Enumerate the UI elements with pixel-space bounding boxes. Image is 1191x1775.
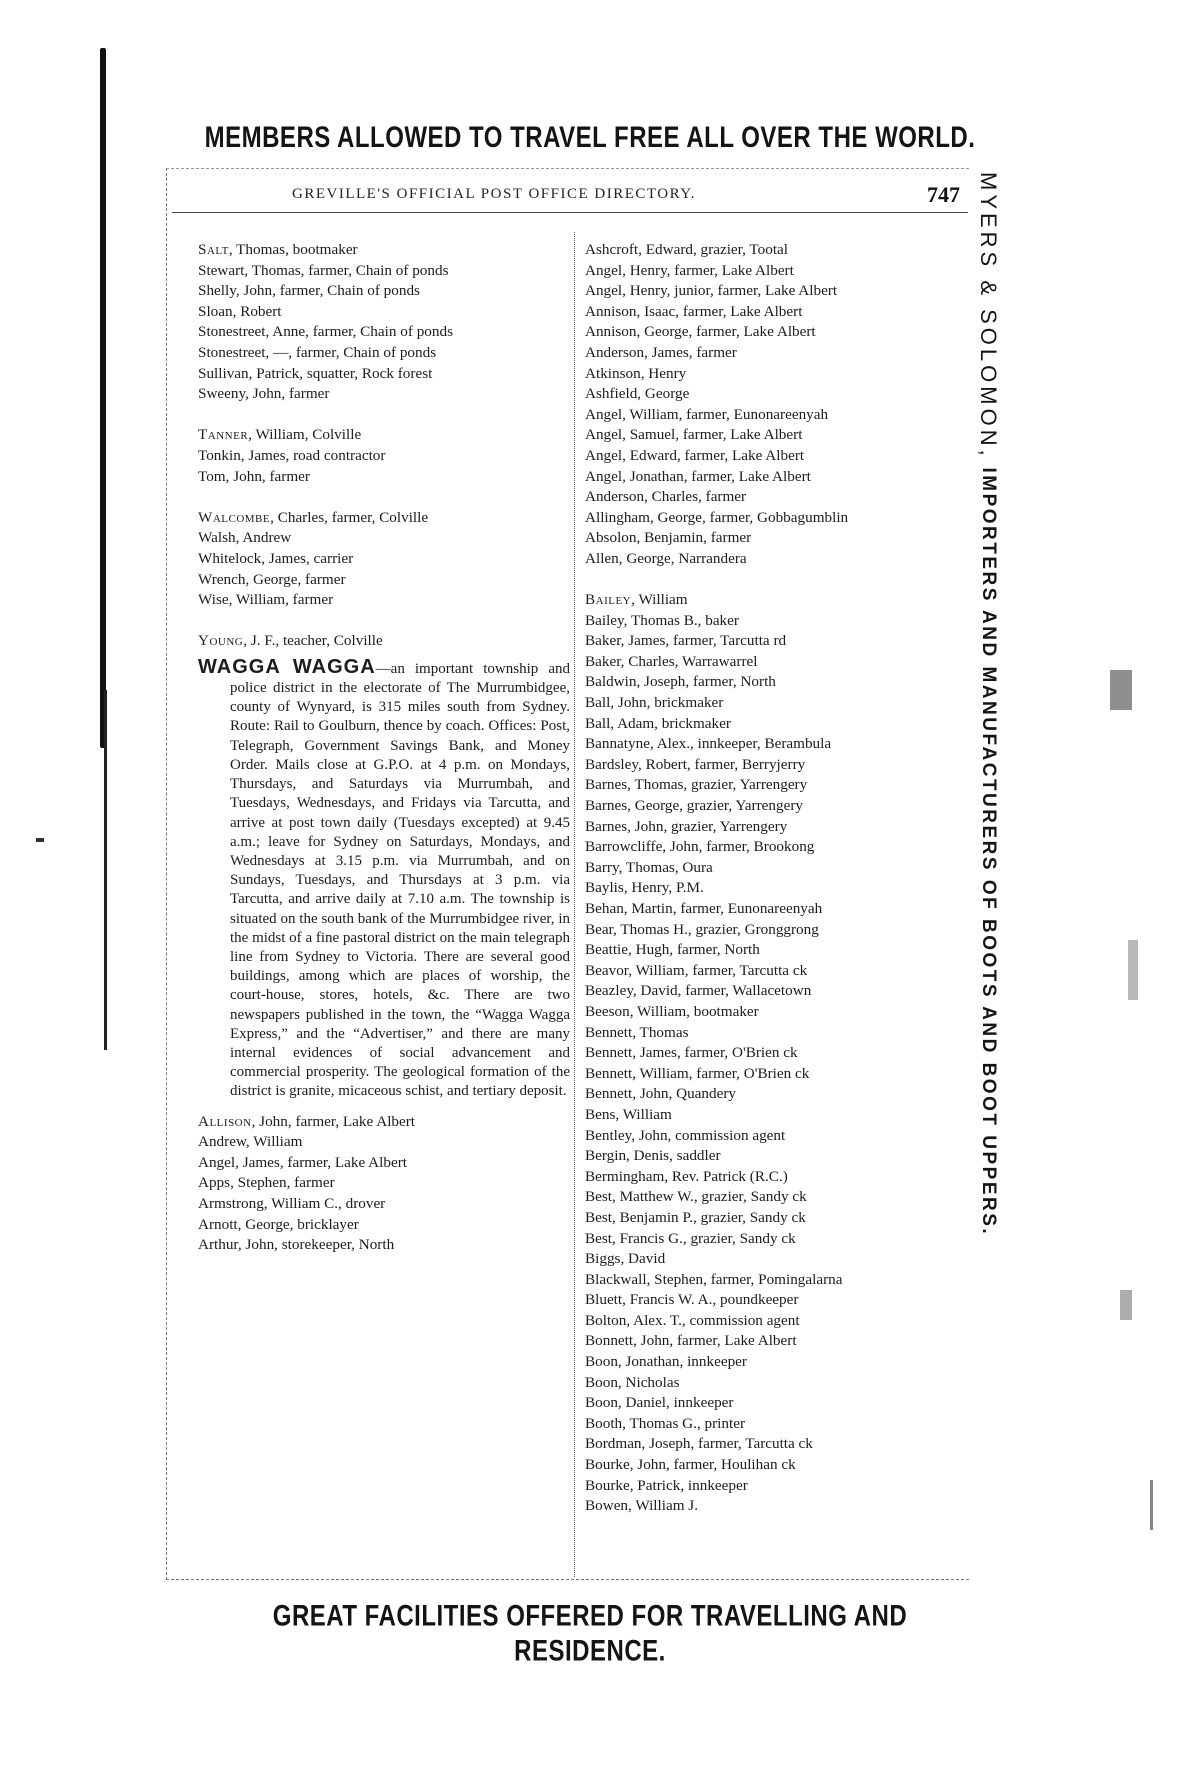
directory-entry (198, 1173, 570, 1194)
entry-text: Behan, Martin, farmer, Eunonareenyah (585, 900, 823, 917)
directory-title: GREVILLE'S OFFICIAL POST OFFICE DIRECTORY. (292, 186, 696, 202)
directory-entry (585, 940, 970, 961)
entry-surname-lead: Walcombe (198, 508, 271, 526)
directory-entry (198, 446, 570, 467)
entry-text: Baker, James, farmer, Tarcutta rd (585, 632, 787, 650)
entry-text: Barry, Thomas, Oura (585, 858, 713, 876)
directory-entry (585, 384, 970, 405)
entry-text: Anderson, Charles, farmer (585, 488, 747, 506)
directory-entry (585, 1146, 970, 1167)
side-advertisement (975, 172, 1001, 1236)
entry-text: Bennett, William, farmer, O'Brien ck (585, 1064, 810, 1082)
entry-text: Ashcroft, Edward, grazier, Tootal (585, 241, 789, 258)
directory-entry (585, 755, 970, 776)
entry-surname-lead: Salt (198, 241, 229, 258)
entry-group (585, 590, 970, 1517)
directory-entry (198, 322, 570, 343)
directory-entry (585, 1434, 970, 1455)
scan-noise (1150, 1480, 1153, 1530)
scan-edge-mark (100, 48, 106, 748)
directory-entry (585, 611, 970, 632)
entry-text: Biggs, David (585, 1250, 666, 1268)
entry-text: Bardsley, Robert, farmer, Berryjerry (585, 755, 806, 773)
entry-text: Allingham, George, farmer, Gobbagumblin (585, 508, 849, 526)
directory-entry (198, 1153, 570, 1174)
directory-entry (585, 672, 970, 693)
directory-entry (585, 1393, 970, 1414)
entry-text: Annison, Isaac, farmer, Lake Albert (585, 302, 803, 320)
directory-entry (198, 343, 570, 364)
entry-text: , J. F., teacher, Colville (243, 632, 383, 650)
directory-entry (198, 240, 570, 261)
entry-text: , William, Colville (248, 426, 362, 444)
entry-text: Bonnett, John, farmer, Lake Albert (585, 1332, 797, 1350)
left-column (198, 240, 570, 1256)
entry-text: Bourke, John, farmer, Houlihan ck (585, 1456, 796, 1474)
entry-text: Baker, Charles, Warrawarrel (585, 652, 758, 670)
entry-text: Angel, James, farmer, Lake Albert (198, 1153, 407, 1171)
entry-text: , John, farmer, Lake Albert (251, 1112, 416, 1130)
top-banner: MEMBERS ALLOWED TO TRAVEL FREE ALL OVER THE WORLD. (204, 120, 976, 155)
entry-text: Tom, John, farmer (198, 467, 310, 485)
directory-entry (585, 1105, 970, 1126)
entry-text: Wrench, George, farmer (198, 570, 346, 588)
directory-entry (585, 1043, 970, 1064)
entry-text: Sullivan, Patrick, squatter, Rock forest (198, 364, 433, 382)
scan-edge-mark-lower (104, 690, 107, 1050)
entry-text: Ball, Adam, brickmaker (585, 714, 731, 732)
directory-entry (198, 1215, 570, 1236)
directory-entry (585, 652, 970, 673)
entry-text: Bennett, John, Quandery (585, 1085, 736, 1103)
directory-entry (198, 261, 570, 282)
entry-text: Anderson, James, farmer (585, 343, 737, 361)
directory-entry (585, 1249, 970, 1270)
directory-entry (585, 899, 970, 920)
directory-entry (198, 1194, 570, 1215)
entry-text: Armstrong, William C., drover (198, 1194, 386, 1212)
town-description (198, 655, 570, 1102)
scan-noise (1120, 1290, 1132, 1320)
directory-entry (585, 1352, 970, 1373)
entry-text: Best, Francis G., grazier, Sandy ck (585, 1229, 796, 1247)
entry-text: Bennett, James, farmer, O'Brien ck (585, 1044, 798, 1062)
town-paragraph (198, 655, 570, 1102)
entry-text: Boon, Jonathan, innkeeper (585, 1353, 747, 1371)
column-divider (574, 232, 575, 1577)
entry-surname-lead: Allison (198, 1112, 252, 1130)
entry-text: Beeson, William, bootmaker (585, 1002, 759, 1020)
directory-entry (585, 858, 970, 879)
directory-entry (585, 240, 970, 261)
right-column (585, 240, 970, 1517)
directory-entry (585, 343, 970, 364)
scan-noise (1128, 940, 1138, 1000)
entry-text: Bannatyne, Alex., innkeeper, Berambula (585, 735, 832, 753)
entry-text: Bailey, Thomas B., baker (585, 611, 739, 629)
entry-text: Ashfield, George (585, 385, 690, 403)
entry-text: Best, Matthew W., grazier, Sandy ck (585, 1188, 807, 1206)
town-text: —an important township and police district in the electorate of The Murrumbidgee, county of Wynyard, is 315 miles south from Sydney. Route: Rail to Goulburn, thence by coach. Offices: Post, Telegraph, Government Savings Bank, and Money Order. Mails close at G.P.O. at 4 p.m. on Mondays, Thursdays, and Saturdays via Murrumbah, and Tuesdays, Wednesdays, and Fridays via Tarcutta, and arrive at post town daily (Tuesdays excepted) at 9.45 a.m.; leave for Sydney on Saturdays, Mondays, and Wednesdays at 3.15 p.m. via Murrumbah, and on Sundays, Tuesdays, and Thursdays at 3 p.m. via Tarcutta, and arrive daily at 7.10 a.m. The township is situated on the south bank of the Murrumbidgee river, in the midst of a fine pastoral district on the main telegraph line from Sydney to Victoria. There are several good buildings, among which are places of worship, the court-house, stores, hotels, &c. There are two newspapers published in the town, the “Wagga Wagga Express,” and the “Advertiser,” and there are many internal evidences of social advancement and commercial prosperity. The geological formation of the district is granite, micaceous schist, and tertiary deposit. (230, 660, 570, 1100)
entry-text: Absolon, Benjamin, farmer (585, 529, 752, 547)
directory-entry (585, 1496, 970, 1517)
directory-entry (198, 570, 570, 591)
entry-text: Booth, Thomas G., printer (585, 1414, 746, 1432)
directory-entry (198, 467, 570, 488)
directory-entry (198, 1132, 570, 1153)
directory-entry (585, 734, 970, 755)
entry-text: Beavor, William, farmer, Tarcutta ck (585, 961, 808, 979)
page-number: 747 (927, 182, 960, 207)
entry-group (198, 240, 570, 405)
directory-entry (585, 302, 970, 323)
directory-entry (585, 1064, 970, 1085)
entry-group (198, 508, 570, 611)
entry-text: Angel, Henry, farmer, Lake Albert (585, 261, 794, 279)
directory-entry (198, 549, 570, 570)
directory-entry (198, 281, 570, 302)
entry-text: Angel, Edward, farmer, Lake Albert (585, 446, 805, 464)
entry-text: Bens, William (585, 1105, 672, 1123)
directory-entry (585, 1229, 970, 1250)
entry-text: Bluett, Francis W. A., poundkeeper (585, 1291, 799, 1309)
directory-entry (585, 1373, 970, 1394)
entry-text: Walsh, Andrew (198, 529, 292, 547)
entry-text: Beattie, Hugh, farmer, North (585, 941, 760, 959)
entry-text: Bowen, William J. (585, 1497, 699, 1515)
directory-entry (198, 302, 570, 323)
directory-entry (585, 467, 970, 488)
directory-entry (198, 364, 570, 385)
directory-entry (585, 981, 970, 1002)
entry-text: Barnes, Thomas, grazier, Yarrengery (585, 776, 808, 794)
directory-entry (198, 631, 570, 652)
scan-noise (1110, 670, 1132, 710)
entry-text: Angel, Jonathan, farmer, Lake Albert (585, 467, 811, 485)
entry-text: Beazley, David, farmer, Wallacetown (585, 982, 812, 1000)
scan-speck (36, 838, 44, 842)
entry-text: Shelly, John, farmer, Chain of ponds (198, 282, 420, 300)
directory-entry (585, 528, 970, 549)
entry-group (198, 425, 570, 487)
directory-entry (585, 281, 970, 302)
directory-entry (585, 631, 970, 652)
entry-text: , Charles, farmer, Colville (270, 508, 429, 526)
entry-text: Angel, William, farmer, Eunonareenyah (585, 405, 829, 423)
entry-text: Stonestreet, —, farmer, Chain of ponds (198, 343, 437, 361)
entry-text: Annison, George, farmer, Lake Albert (585, 323, 816, 341)
entry-text: Bergin, Denis, saddler (585, 1147, 721, 1165)
directory-entry (585, 1311, 970, 1332)
entry-group (198, 1112, 570, 1256)
directory-entry (585, 1002, 970, 1023)
directory-entry (585, 693, 970, 714)
advert-firm-name: MYERS & SOLOMON, (976, 172, 1001, 460)
directory-entry (585, 549, 970, 570)
directory-entry (585, 961, 970, 982)
entry-text: Stonestreet, Anne, farmer, Chain of ponds (198, 323, 453, 341)
directory-entry (585, 817, 970, 838)
directory-entry (585, 1414, 970, 1435)
directory-entry (585, 714, 970, 735)
directory-entry (585, 1208, 970, 1229)
directory-entry (585, 1023, 970, 1044)
directory-entry (585, 446, 970, 467)
entry-text: Barrowcliffe, John, farmer, Brookong (585, 838, 815, 856)
entry-text: Bennett, Thomas (585, 1023, 689, 1041)
entry-group (198, 631, 570, 652)
bottom-banner: GREAT FACILITIES OFFERED FOR TRAVELLING AND RESIDENCE. (272, 1599, 908, 1668)
entry-text: Barnes, John, grazier, Yarrengery (585, 817, 788, 835)
directory-entry (585, 1270, 970, 1291)
directory-entry (585, 1126, 970, 1147)
directory-entry (585, 1476, 970, 1497)
entry-group (585, 240, 970, 570)
directory-entry (585, 796, 970, 817)
directory-entry (585, 590, 970, 611)
entry-text: Arthur, John, storekeeper, North (198, 1236, 395, 1254)
directory-entry (198, 384, 570, 405)
directory-entry (585, 405, 970, 426)
directory-entry (198, 1235, 570, 1256)
directory-entry (198, 1112, 570, 1133)
directory-entry (585, 1290, 970, 1311)
directory-entry (585, 487, 970, 508)
entry-text: Sloan, Robert (198, 302, 282, 320)
directory-entry (585, 1187, 970, 1208)
directory-entry (198, 425, 570, 446)
entry-text: Atkinson, Henry (585, 364, 687, 382)
directory-entry (585, 1084, 970, 1105)
directory-entry (585, 508, 970, 529)
directory-entry (585, 775, 970, 796)
entry-text: , William (631, 591, 688, 609)
entry-text: Angel, Samuel, farmer, Lake Albert (585, 426, 803, 444)
directory-entry (585, 920, 970, 941)
entry-text: Bourke, Patrick, innkeeper (585, 1476, 748, 1494)
directory-entry (198, 590, 570, 611)
directory-entry (585, 261, 970, 282)
entry-text: Apps, Stephen, farmer (198, 1174, 335, 1192)
directory-entry (198, 528, 570, 549)
directory-entry (198, 508, 570, 529)
entry-text: Barnes, George, grazier, Yarrengery (585, 797, 803, 815)
entry-text: Bermingham, Rev. Patrick (R.C.) (585, 1167, 788, 1185)
advert-trade: IMPORTERS AND MANUFACTURERS OF BOOTS AND BOOT UPPERS. (978, 459, 999, 1237)
entry-text: Boon, Nicholas (585, 1373, 680, 1391)
town-heading: WAGGA WAGGA (198, 655, 376, 678)
entry-text: Bentley, John, commission agent (585, 1126, 786, 1144)
entry-surname-lead: Tanner (198, 426, 249, 444)
entry-text: Best, Benjamin P., grazier, Sandy ck (585, 1208, 806, 1226)
directory-entry (585, 1167, 970, 1188)
entry-text: Baylis, Henry, P.M. (585, 879, 704, 897)
entry-text: Boon, Daniel, innkeeper (585, 1394, 734, 1412)
entry-surname-lead: Young (198, 632, 244, 650)
entry-text: Bordman, Joseph, farmer, Tarcutta ck (585, 1435, 813, 1453)
entry-text: Andrew, William (198, 1133, 303, 1151)
running-header (172, 184, 968, 213)
directory-entry (585, 364, 970, 385)
entry-text: Sweeny, John, farmer (198, 385, 330, 403)
entry-text: , Thomas, bootmaker (228, 241, 358, 258)
entry-text: Wise, William, farmer (198, 591, 334, 609)
entry-text: Arnott, George, bricklayer (198, 1215, 359, 1233)
entry-text: Bear, Thomas H., grazier, Gronggrong (585, 920, 819, 938)
entry-text: Stewart, Thomas, farmer, Chain of ponds (198, 261, 449, 279)
directory-entry (585, 878, 970, 899)
directory-entry (585, 837, 970, 858)
entry-text: Allen, George, Narrandera (585, 549, 747, 567)
entry-surname-lead: Bailey (585, 591, 632, 609)
entry-text: Ball, John, brickmaker (585, 694, 724, 712)
entry-text: Tonkin, James, road contractor (198, 446, 386, 464)
directory-entry (585, 322, 970, 343)
entry-text: Angel, Henry, junior, farmer, Lake Albert (585, 282, 838, 300)
entry-text: Baldwin, Joseph, farmer, North (585, 673, 776, 691)
entry-text: Blackwall, Stephen, farmer, Pomingalarna (585, 1270, 843, 1288)
entry-text: Whitelock, James, carrier (198, 549, 354, 567)
directory-entry (585, 1455, 970, 1476)
directory-entry (585, 1331, 970, 1352)
entry-text: Bolton, Alex. T., commission agent (585, 1311, 800, 1329)
directory-entry (585, 425, 970, 446)
